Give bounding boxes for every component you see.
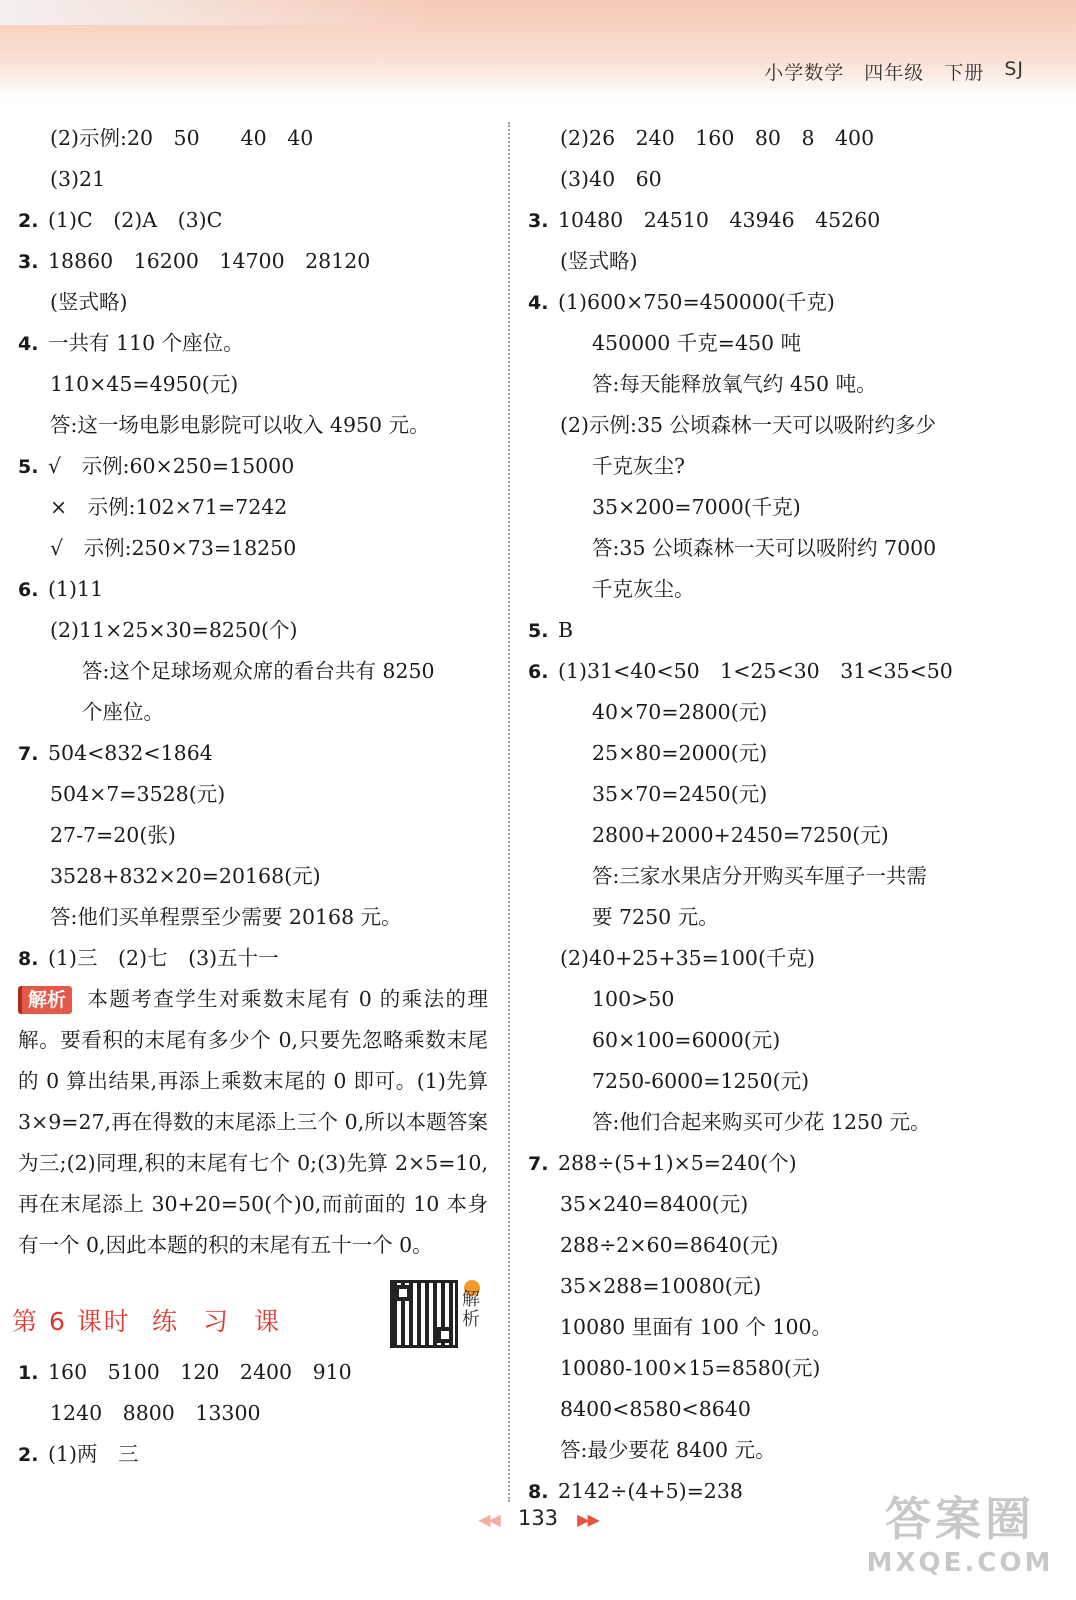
answer-text: 504<832<1864 xyxy=(48,741,213,765)
question-number: 2. xyxy=(18,210,39,232)
answer-line xyxy=(18,487,498,528)
answer-text: (1)C (2)A (3)C xyxy=(48,208,223,232)
watermark-logo xyxy=(860,1490,1060,1590)
answer-text: (1)600×750=450000(千克) xyxy=(558,290,835,314)
grade: 四年级 xyxy=(864,62,925,84)
double-right-arrow-icon[interactable]: ▶▶ xyxy=(577,1510,598,1529)
answer-line xyxy=(18,241,498,282)
answer-line xyxy=(528,1020,1048,1061)
answer-text: 110×45=4950(元) xyxy=(50,372,239,396)
answer-line xyxy=(528,364,1048,405)
answer-line xyxy=(528,323,1048,364)
subject: 小学数学 xyxy=(764,62,845,84)
analysis-block xyxy=(18,979,498,1266)
answer-line xyxy=(528,1102,1048,1143)
answer-line xyxy=(18,118,498,159)
question-number: 4. xyxy=(528,292,549,314)
answer-text: (3)21 xyxy=(50,167,106,191)
answer-line xyxy=(528,405,1048,446)
question-number: 2. xyxy=(18,1444,39,1466)
answer-text: 27-7=20(张) xyxy=(50,823,176,847)
answer-text: 答:他们买单程票至少需要 20168 元。 xyxy=(50,905,402,929)
answer-line xyxy=(528,692,1048,733)
answer-line xyxy=(18,200,498,241)
answer-line xyxy=(528,856,1048,897)
answer-text: (竖式略) xyxy=(50,290,128,314)
book-title xyxy=(764,58,1024,85)
answer-line xyxy=(528,446,1048,487)
answer-line xyxy=(18,610,498,651)
answer-text: (2)11×25×30=8250(个) xyxy=(50,618,298,642)
answer-text: 答:最少要花 8400 元。 xyxy=(560,1438,776,1462)
answer-text: 答:每天能释放氧气约 450 吨。 xyxy=(592,372,877,396)
left-column xyxy=(12,118,498,1475)
question-number: 5. xyxy=(528,620,549,642)
answer-text: 450000 千克=450 吨 xyxy=(592,331,802,355)
analysis-tag: 解析 xyxy=(18,986,72,1014)
question-number: 6. xyxy=(528,661,549,683)
answer-text: 千克灰尘? xyxy=(592,454,685,478)
answer-text: 25×80=2000(元) xyxy=(592,741,768,765)
answer-line xyxy=(18,733,498,774)
column-divider xyxy=(508,122,510,1502)
answer-line xyxy=(18,815,498,856)
answer-line xyxy=(528,200,1048,241)
answer-line xyxy=(528,774,1048,815)
answer-text: 35×200=7000(千克) xyxy=(592,495,801,519)
answer-line xyxy=(528,1266,1048,1307)
answer-line xyxy=(528,979,1048,1020)
answer-line xyxy=(18,692,498,733)
answer-text: 18860 16200 14700 28120 xyxy=(48,249,371,273)
answer-line xyxy=(528,1307,1048,1348)
analysis-text: 本题考查学生对乘数末尾有 0 的乘法的理解。要看积的末尾有多少个 0,只要先忽略乘数末尾的 0 算出结果,再添上乘数末尾的 0 即可。(1)先算 3×9=27,再在得数的末尾添上三个 0,所以本题答案为三;(2)同理,积的末尾有七个 0;(3)先算 2×5=10,再在末尾添上 30+20=50(个)0,而前面的 10 本身有一个 0,因此本题的积的末尾有五十一个 0。 xyxy=(18,987,488,1257)
question-number: 6. xyxy=(18,579,39,601)
answer-line xyxy=(528,569,1048,610)
answer-line xyxy=(18,446,498,487)
watermark-line2: MXQE.COM xyxy=(866,1548,1054,1578)
answer-line xyxy=(528,733,1048,774)
answer-text: 160 5100 120 2400 910 xyxy=(48,1360,352,1384)
answer-line xyxy=(18,282,498,323)
answer-line xyxy=(18,405,498,446)
answer-line xyxy=(528,1061,1048,1102)
question-number: 3. xyxy=(528,210,549,232)
answer-line xyxy=(18,856,498,897)
answer-line xyxy=(528,528,1048,569)
question-number: 7. xyxy=(18,743,39,765)
answer-line xyxy=(528,1225,1048,1266)
answer-text: (2)示例:35 公顷森林一天可以吸附约多少 xyxy=(560,413,937,437)
answer-line xyxy=(528,241,1048,282)
answer-line xyxy=(18,323,498,364)
section-title: 第 6 课时 xyxy=(12,1307,131,1336)
answer-text: 40×70=2800(元) xyxy=(592,700,768,724)
answer-line xyxy=(528,815,1048,856)
answer-text: √ 示例:60×250=15000 xyxy=(48,454,295,478)
answer-line xyxy=(18,774,498,815)
answer-text: 35×288=10080(元) xyxy=(560,1274,762,1298)
qr-code-icon[interactable] xyxy=(390,1280,458,1348)
answer-line xyxy=(18,651,498,692)
answer-text: (3)40 60 xyxy=(560,167,662,191)
question-number: 7. xyxy=(528,1153,549,1175)
answer-text: (2)26 240 160 80 8 400 xyxy=(560,126,875,150)
answer-text: (1)两 三 xyxy=(48,1442,139,1466)
answer-line xyxy=(528,1184,1048,1225)
question-number: 3. xyxy=(18,251,39,273)
answer-text: (1)31<40<50 1<25<30 31<35<50 xyxy=(558,659,953,683)
answer-line xyxy=(18,1434,498,1475)
answer-text: 2800+2000+2450=7250(元) xyxy=(592,823,889,847)
header-band xyxy=(0,0,1076,100)
answer-text: B xyxy=(558,618,574,642)
volume: 下册 xyxy=(944,62,985,84)
right-column xyxy=(528,118,1048,1512)
answer-line xyxy=(528,118,1048,159)
answer-line xyxy=(528,1389,1048,1430)
answer-line xyxy=(18,159,498,200)
answer-text: 个座位。 xyxy=(82,700,164,724)
answer-line xyxy=(528,938,1048,979)
answer-text: 要 7250 元。 xyxy=(592,905,719,929)
answer-text: 千克灰尘。 xyxy=(592,577,695,601)
question-number: 4. xyxy=(18,333,39,355)
answer-text: 1240 8800 13300 xyxy=(50,1401,261,1425)
answer-text: (2)示例:20 50 40 40 xyxy=(50,126,314,150)
answer-text: (1)三 (2)七 (3)五十一 xyxy=(48,946,279,970)
answer-text: 100>50 xyxy=(592,987,675,1011)
answer-line xyxy=(18,1352,498,1393)
answer-line xyxy=(18,938,498,979)
answer-text: 35×70=2450(元) xyxy=(592,782,768,806)
answer-text: (1)11 xyxy=(48,577,104,601)
answer-line xyxy=(528,282,1048,323)
answer-line xyxy=(528,1143,1048,1184)
question-number: 8. xyxy=(528,1481,549,1503)
answer-line xyxy=(528,1430,1048,1471)
question-number: 5. xyxy=(18,456,39,478)
edition: SJ xyxy=(1004,58,1024,80)
answer-text: (竖式略) xyxy=(560,249,638,273)
answer-text: 35×240=8400(元) xyxy=(560,1192,749,1216)
answer-text: 504×7=3528(元) xyxy=(50,782,226,806)
answer-line xyxy=(18,364,498,405)
answer-text: 一共有 110 个座位。 xyxy=(48,331,244,355)
analysis-paragraph xyxy=(18,979,488,1266)
answer-line xyxy=(18,528,498,569)
answer-text: 288÷2×60=8640(元) xyxy=(560,1233,779,1257)
answer-text: 答:三家水果店分开购买车厘子一共需 xyxy=(592,864,927,888)
answer-text: 288÷(5+1)×5=240(个) xyxy=(558,1151,797,1175)
answer-text: × 示例:102×71=7242 xyxy=(50,495,288,519)
answer-text: (2)40+25+35=100(千克) xyxy=(560,946,815,970)
answer-line xyxy=(528,897,1048,938)
double-left-arrow-icon[interactable]: ◀◀ xyxy=(478,1510,499,1529)
answer-line xyxy=(18,897,498,938)
answer-text: 10480 24510 43946 45260 xyxy=(558,208,881,232)
answer-text: 3528+832×20=20168(元) xyxy=(50,864,321,888)
answer-text: 8400<8580<8640 xyxy=(560,1397,751,1421)
section-header xyxy=(12,1282,498,1352)
answer-text: 10080 里面有 100 个 100。 xyxy=(560,1315,833,1339)
answer-text: 2142÷(4+5)=238 xyxy=(558,1479,743,1503)
answer-line xyxy=(528,610,1048,651)
page-number: 133 xyxy=(517,1506,559,1530)
answer-text: 答:35 公顷森林一天可以吸附约 7000 xyxy=(592,536,937,560)
answer-text: 答:他们合起来购买可少花 1250 元。 xyxy=(592,1110,931,1134)
answer-text: 60×100=6000(元) xyxy=(592,1028,781,1052)
watermark-line1: 答案圈 xyxy=(885,1492,1035,1546)
section-subtitle: 练习课 xyxy=(152,1307,306,1336)
answer-text: 答:这一场电影电影院可以收入 4950 元。 xyxy=(50,413,430,437)
answer-line xyxy=(528,487,1048,528)
answer-line xyxy=(528,651,1048,692)
answer-line xyxy=(18,569,498,610)
question-number: 1. xyxy=(18,1362,39,1384)
answer-line xyxy=(528,159,1048,200)
answer-line xyxy=(18,1393,498,1434)
answer-line xyxy=(528,1348,1048,1389)
answer-text: 答:这个足球场观众席的看台共有 8250 xyxy=(82,659,435,683)
question-number: 8. xyxy=(18,948,39,970)
qr-label: 解析 xyxy=(462,1289,480,1330)
answer-text: √ 示例:250×73=18250 xyxy=(50,536,297,560)
answer-text: 10080-100×15=8580(元) xyxy=(560,1356,821,1380)
answer-text: 7250-6000=1250(元) xyxy=(592,1069,810,1093)
